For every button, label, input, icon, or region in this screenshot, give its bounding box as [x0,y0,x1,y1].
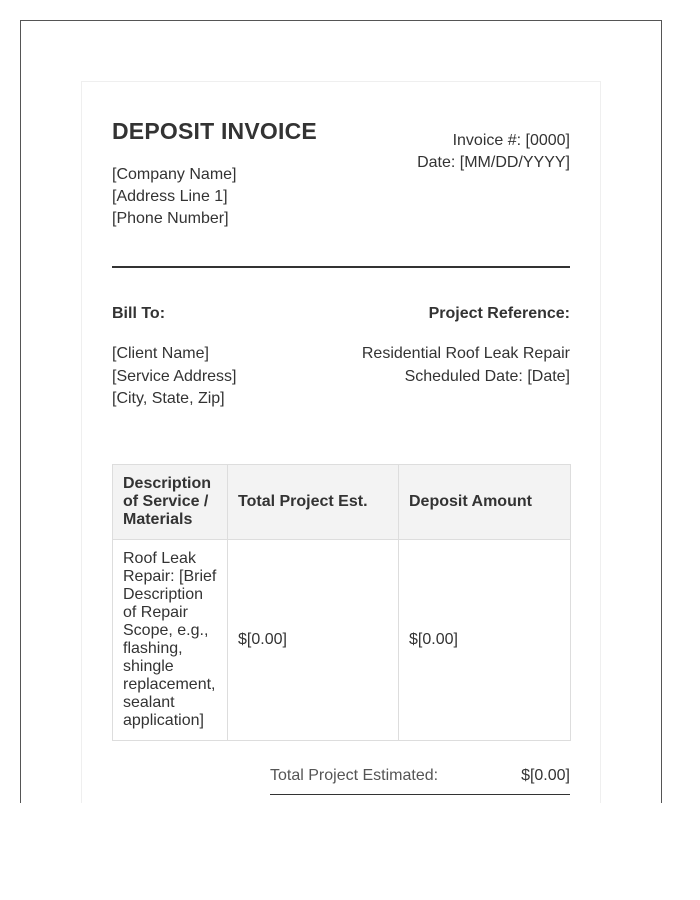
bill-to-heading: Bill To: [112,305,166,322]
company-name: [Company Name] [112,166,237,183]
service-address: [Service Address] [112,367,237,385]
company-address: [Address Line 1] [112,188,228,205]
project-reference-details [362,343,570,388]
total-value: $[0.00] [521,767,570,784]
scheduled-date: Scheduled Date: [Date] [404,367,570,385]
total-project-estimated [270,766,570,795]
invoice-date: Date: [MM/DD/YYYY] [417,154,570,171]
project-name: Residential Roof Leak Repair [361,345,570,362]
city-state-zip: [City, State, Zip] [112,390,225,407]
cell-deposit: $[0.00] [399,540,571,741]
document-viewport [20,20,662,803]
invoice-meta [417,130,570,174]
invoice-sheet [81,81,601,803]
line-items-table [112,464,571,741]
invoice-title: DEPOSIT INVOICE [112,118,317,144]
bill-to-details [112,343,237,411]
company-phone: [Phone Number] [112,210,229,227]
cell-total: $[0.00] [228,540,399,741]
invoice-number: Invoice #: [0000] [452,132,570,149]
client-name: [Client Name] [112,345,209,362]
column-header-deposit: Deposit Amount [399,465,571,540]
table-header-row [113,465,571,540]
company-info [112,164,237,230]
project-reference-heading: Project Reference: [428,305,570,322]
cell-description: Roof Leak Repair: [Brief Description of Repair Scope, e.g., flashing, shingle replacement, sealant application] [113,540,228,741]
column-header-description: Description of Service / Materials [113,465,228,540]
header-divider [112,266,570,268]
total-label: Total Project Estimated: [270,767,439,784]
column-header-total: Total Project Est. [228,465,399,540]
table-row [113,540,571,741]
